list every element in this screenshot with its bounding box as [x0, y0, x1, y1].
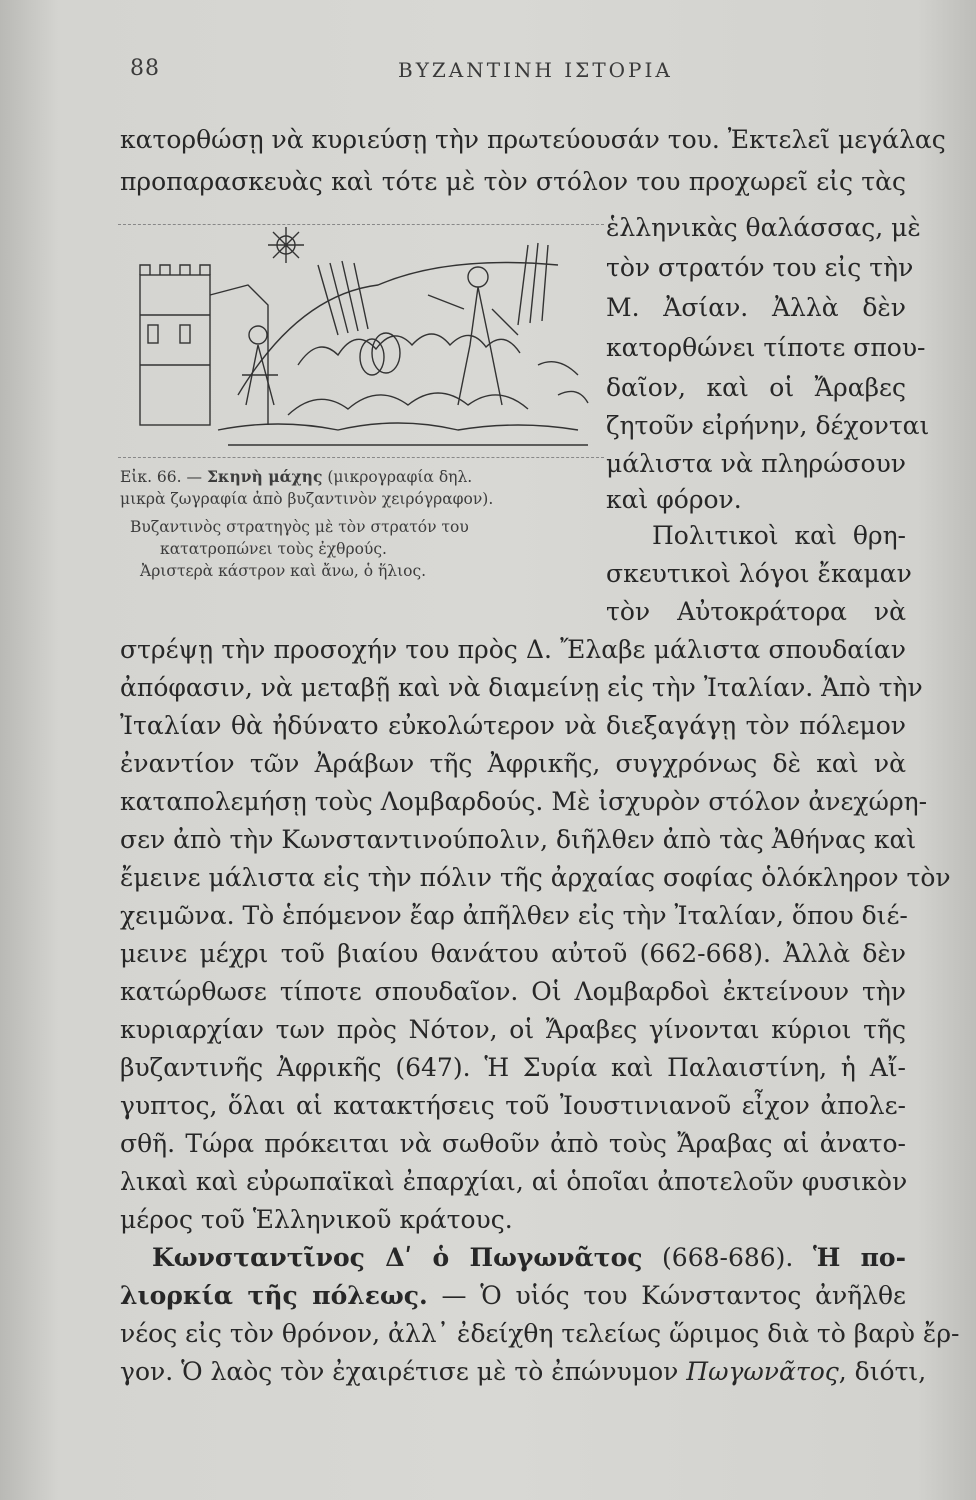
body-line: μεινε μέχρι τοῦ βιαίου θανάτου αὐτοῦ (662-668). Ἀλλὰ δὲν	[120, 939, 906, 968]
body-line: ἑλληνικὰς θαλάσσας, μὲ	[606, 213, 921, 242]
body-line: σκευτικοὶ λόγοι ἔκαμαν	[606, 559, 912, 588]
page-number: 88	[130, 56, 160, 81]
body-line: Ἰταλίαν θὰ ἠδύνατο εὐκολώτερον νὰ διεξαγάγῃ τὸν πόλεμον	[120, 711, 906, 740]
castle-tower	[140, 275, 210, 425]
body-text: , διότι,	[838, 1357, 927, 1386]
body-line: ἔμεινε μάλιστα εἰς τὴν πόλιν τῆς ἀρχαίας σοφίας ὁλόκληρον τὸν	[120, 863, 951, 892]
body-line: χειμῶνα. Τὸ ἑπόμενον ἔαρ ἀπῆλθεν εἰς τὴν Ἰταλίαν, ὅπου διέ-	[120, 901, 908, 930]
body-line: ἀπόφασιν, νὰ μεταβῇ καὶ νὰ διαμείνῃ εἰς τὴν Ἰταλίαν. Ἀπὸ τὴν	[120, 673, 923, 702]
figure-caption-text: (μικρογραφία δηλ.	[322, 468, 473, 486]
epithet: Πωγωνᾶτος	[686, 1357, 839, 1386]
figure-caption-line: Βυζαντινὸς στρατηγὸς μὲ τὸν στρατόν του	[130, 518, 469, 536]
figure-caption-line: κατατροπώνει τοὺς ἐχθρούς.	[160, 540, 387, 558]
body-line: κατορθώνει τίποτε σπου-	[606, 333, 926, 362]
body-line: ζητοῦν εἰρήνην, δέχονται	[606, 411, 930, 440]
miniature-drawing	[118, 225, 604, 457]
body-line: κυριαρχίαν των πρὸς Νότον, οἱ Ἄραβες γίνονται κύριοι τῆς	[120, 1015, 906, 1044]
body-line	[120, 1354, 927, 1390]
body-line: γυπτος, ὅλαι αἱ κατακτήσεις τοῦ Ἰουστινιανοῦ εἶχον ἀπολε-	[120, 1091, 906, 1120]
body-line: ἐναντίον τῶν Ἀράβων τῆς Ἀφρικῆς, συγχρόνως δὲ καὶ νὰ	[120, 749, 906, 778]
running-title: ΒΥΖΑΝΤΙΝΗ ΙΣΤΟΡΙΑ	[398, 58, 673, 82]
body-line: καταπολεμήσῃ τοὺς Λομβαρδούς. Μὲ ἰσχυρὸν στόλον ἀνεχώρη-	[120, 787, 928, 816]
figure-caption-line: Ἀριστερὰ κάστρον καὶ ἄνω, ὁ ἥλιος.	[140, 562, 427, 580]
body-line: βυζαντινῆς Ἀφρικῆς (647). Ἡ Συρία καὶ Παλαιστίνη, ἡ Αἴ-	[120, 1053, 906, 1082]
battle-scene-illustration	[118, 224, 604, 458]
body-line: τὸν στρατόν του εἰς τὴν	[606, 253, 914, 282]
figure-caption-line	[120, 466, 590, 488]
figure-title: Σκηνὴ μάχης	[206, 467, 323, 486]
body-line: μάλιστα νὰ πληρώσουν	[606, 449, 906, 478]
body-line: μέρος τοῦ Ἑλληνικοῦ κράτους.	[120, 1205, 513, 1234]
body-line: στρέψῃ τὴν προσοχήν του πρὸς Δ. Ἔλαβε μάλιστα σπουδαίαν	[120, 635, 906, 664]
body-line: κατορθώσῃ νὰ κυριεύσῃ τὴν πρωτεύουσάν του. Ἐκτελεῖ μεγάλας	[120, 125, 946, 154]
body-line: Πολιτικοὶ καὶ θρη-	[652, 521, 906, 550]
section-years: (668-686).	[642, 1243, 813, 1272]
body-line: καὶ φόρον.	[606, 485, 742, 514]
body-line	[120, 1278, 906, 1314]
body-line: νέος εἰς τὸν θρόνον, ἀλλ᾽ ἐδείχθη τελείως ὥριμος διὰ τὸ βαρὺ ἔρ-	[120, 1319, 960, 1348]
body-line: σθῆ. Τώρα πρόκειται νὰ σωθοῦν ἀπὸ τοὺς Ἄραβας αἱ ἀνατο-	[120, 1129, 906, 1158]
section-heading-line	[152, 1240, 906, 1276]
page-header	[130, 56, 910, 92]
figure-caption-line: μικρὰ ζωγραφία ἀπὸ βυζαντινὸν χειρόγραφον).	[120, 490, 494, 508]
body-line: κατώρθωσε τίποτε σπουδαῖον. Οἱ Λομβαρδοὶ ἐκτείνουν τὴν	[120, 977, 906, 1006]
section-subheading-cont: λιορκία τῆς πόλεως.	[120, 1281, 428, 1310]
body-text: — Ὁ υἱός του Κώνσταντος ἀνῆλθε	[427, 1281, 906, 1310]
figure-label: Εἰκ. 66. —	[120, 468, 207, 486]
body-line: δαῖον, καὶ οἱ Ἄραβες	[606, 373, 906, 402]
section-heading: Κωνσταντῖνος Δʹ ὁ Πωγωνᾶτος	[152, 1243, 643, 1272]
body-line: λικαὶ καὶ εὐρωπαϊκαὶ ἐπαρχίαι, αἱ ὁποῖαι ἀποτελοῦν φυσικὸν	[120, 1167, 908, 1196]
section-subheading: Ἡ πο-	[812, 1243, 906, 1272]
body-line: τὸν Αὐτοκράτορα νὰ	[606, 597, 906, 626]
body-line: Μ. Ἀσίαν. Ἀλλὰ δὲν	[606, 293, 906, 322]
body-text: γον. Ὁ λαὸς τὸν ἐχαιρέτισε μὲ τὸ ἐπώνυμον	[120, 1357, 687, 1386]
body-line: προπαρασκευὰς καὶ τότε μὲ τὸν στόλον του προχωρεῖ εἰς τὰς	[120, 167, 906, 196]
body-line: σεν ἀπὸ τὴν Κωνσταντινούπολιν, διῆλθεν ἀπὸ τὰς Ἀθήνας καὶ	[120, 825, 917, 854]
